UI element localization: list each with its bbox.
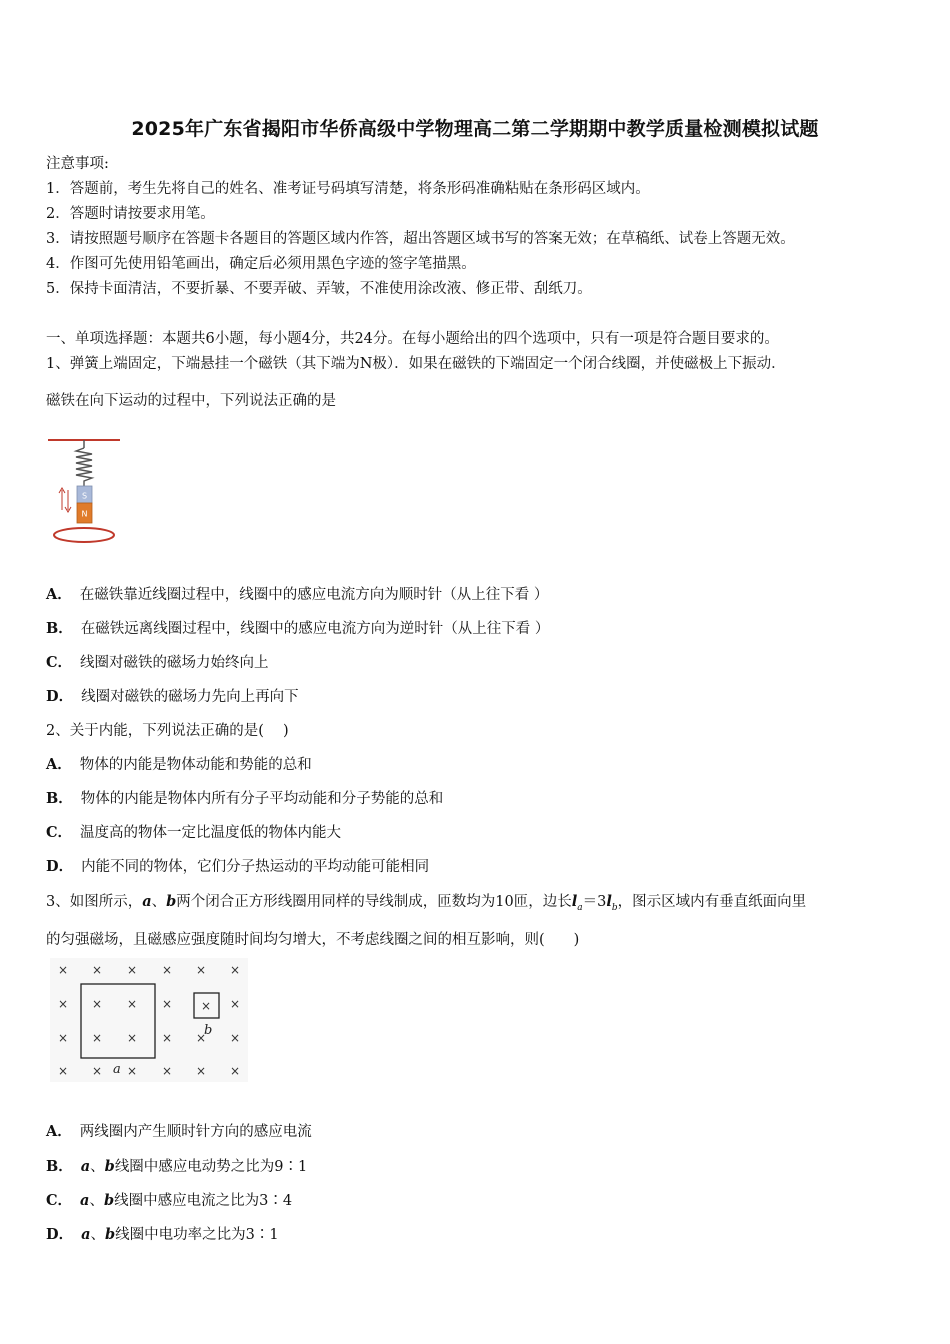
option-sep: 、 (90, 1227, 105, 1243)
equals: ＝3 (582, 894, 607, 910)
option-text: 在磁铁远离线圈过程中，线圈中的感应电流方向为逆时针（从上往下看 ） (80, 621, 550, 637)
field-cross-mark: × (126, 997, 138, 1011)
l-symbol: l (571, 893, 578, 910)
closed-coil-icon (54, 528, 114, 542)
var-b: b (103, 1192, 115, 1209)
option-sep: 、 (90, 1159, 105, 1175)
magnet-n-label: N (81, 509, 88, 519)
field-cross-mark: × (161, 1031, 173, 1045)
q1-option-c (46, 651, 269, 672)
page-title: 2025年广东省揭阳市华侨高级中学物理高二第二学期期中教学质量检测模拟试题 (131, 118, 819, 140)
spring-coil-icon (76, 448, 92, 486)
coil-a-label: a (113, 1062, 121, 1077)
var-a: a (80, 1158, 91, 1175)
option-letter: A． (46, 1123, 72, 1140)
option-letter: B． (46, 790, 73, 807)
figure-background (50, 958, 248, 1082)
q1-stem-line2: 磁铁在向下运动的过程中，下列说法正确的是 (46, 393, 336, 409)
field-cross-mark: × (57, 997, 69, 1011)
notice-item-5: 5．保持卡面清洁，不要折暴、不要弄破、弄皱，不准使用涂改液、修正带、刮纸刀。 (46, 281, 592, 297)
magnet-s-label: S (81, 491, 88, 501)
q2-option-d (46, 855, 429, 876)
option-letter: D． (46, 858, 74, 875)
field-cross-mark: × (195, 963, 207, 977)
field-cross-mark: × (91, 963, 103, 977)
field-cross-mark: × (57, 1064, 69, 1078)
field-cross-mark: × (57, 1031, 69, 1045)
q1-option-b (46, 617, 549, 638)
q3-option-b (46, 1155, 307, 1176)
field-cross-mark: × (229, 997, 241, 1011)
field-cross-mark: × (229, 1031, 241, 1045)
q1-stem-line1: 1、弹簧上端固定，下端悬挂一个磁铁（其下端为N极）．如果在磁铁的下端固定一个闭合线圈，并使磁极上下振动． (46, 356, 786, 372)
q3-sep: 、 (151, 894, 167, 910)
option-text: 物体的内能是物体动能和势能的总和 (79, 757, 312, 773)
field-cross-mark: × (229, 1064, 241, 1078)
magnetic-field-figure (50, 958, 248, 1082)
option-text: 内能不同的物体，它们分子热运动的平均动能可能相同 (81, 859, 430, 875)
field-cross-mark: × (91, 1064, 103, 1078)
option-letter: D． (46, 688, 74, 705)
option-text: 两线圈内产生顺时针方向的感应电流 (79, 1124, 312, 1140)
notice-heading: 注意事项: (46, 156, 109, 172)
sub-b: b (611, 902, 618, 913)
q2-stem: 2、关于内能，下列说法正确的是( ) (46, 723, 289, 739)
field-cross-mark: × (126, 1064, 138, 1078)
field-cross-mark: × (195, 1064, 207, 1078)
option-letter: B． (46, 620, 73, 637)
option-letter: A． (46, 586, 72, 603)
option-letter: C． (46, 1192, 73, 1209)
q3-stem-pre: 3、如图所示， (46, 894, 143, 910)
notice-item-4: 4．作图可先使用铅笔画出，确定后必须用黑色字迹的签字笔描黑。 (46, 256, 476, 272)
var-a: a (80, 1192, 90, 1209)
q1-option-d (46, 685, 299, 706)
field-cross-mark: × (126, 963, 138, 977)
option-letter: A． (46, 756, 72, 773)
option-letter: B． (46, 1158, 73, 1175)
q1-option-a (46, 583, 548, 604)
field-cross-mark: × (195, 1031, 207, 1045)
q2-option-a (46, 753, 312, 774)
field-cross-mark: × (57, 963, 69, 977)
q3-option-d (46, 1223, 279, 1244)
coil-b-label: b (204, 1023, 213, 1038)
option-text: 线圈中感应电流之比为3∶4 (114, 1193, 293, 1209)
field-cross-mark: × (161, 963, 173, 977)
notice-item-1: 1．答题前，考生先将自己的姓名、准考证号码填写清楚，将条形码准确粘贴在条形码区域内。 (46, 181, 650, 197)
q3-stem-mid: 两个闭合正方形线圈用同样的导线制成，匝数均为10匝，边长 (176, 894, 572, 910)
field-cross-mark: × (91, 997, 103, 1011)
option-letter: C． (46, 824, 73, 841)
option-text: 线圈中电功率之比为3∶1 (115, 1227, 279, 1243)
q3-stem-post: ，图示区域内有垂直纸面向里 (617, 894, 807, 910)
notice-item-3: 3．请按照题号顺序在答题卡各题目的答题区域内作答，超出答题区域书写的答案无效；在草稿纸、试卷上答题无效。 (46, 231, 795, 247)
var-a: a (142, 893, 152, 910)
option-text: 物体的内能是物体内所有分子平均动能和分子势能的总和 (80, 791, 444, 807)
section-heading: 一、单项选择题：本题共6小题，每小题4分，共24分。在每小题给出的四个选项中，只有一项是符合题目要求的。 (46, 331, 779, 347)
l-symbol-2: l (606, 893, 612, 910)
option-sep: 、 (89, 1193, 104, 1209)
var-b: b (104, 1226, 116, 1243)
option-text: 线圈对磁铁的磁场力始终向上 (80, 655, 269, 671)
field-cross-mark: × (91, 1031, 103, 1045)
field-cross-mark: × (200, 999, 212, 1013)
q2-option-c (46, 821, 341, 842)
option-text: 温度高的物体一定比温度低的物体内能大 (80, 825, 342, 841)
spring-magnet-figure (46, 430, 126, 550)
field-cross-mark: × (161, 1064, 173, 1078)
q3-stem-line1 (46, 890, 806, 913)
option-letter: D． (46, 1226, 74, 1243)
field-cross-mark: × (161, 997, 173, 1011)
q3-option-c (46, 1189, 292, 1210)
var-b: b (104, 1158, 115, 1175)
sub-a: a (577, 902, 583, 913)
notice-item-2: 2．答题时请按要求用笔。 (46, 206, 215, 222)
q3-stem-line2: 的匀强磁场，且磁感应强度随时间均匀增大，不考虑线圈之间的相互影响，则( ) (46, 932, 580, 948)
option-text: 线圈中感应电动势之比为9∶1 (114, 1159, 308, 1175)
option-text: 线圈对磁铁的磁场力先向上再向下 (81, 689, 299, 705)
option-letter: C． (46, 654, 73, 671)
q2-option-b (46, 787, 443, 808)
field-cross-mark: × (126, 1031, 138, 1045)
var-a: a (81, 1226, 91, 1243)
q3-option-a (46, 1120, 312, 1141)
var-b: b (166, 893, 177, 910)
option-text: 在磁铁靠近线圈过程中，线圈中的感应电流方向为顺时针（从上往下看 ） (79, 587, 549, 603)
field-cross-mark: × (229, 963, 241, 977)
